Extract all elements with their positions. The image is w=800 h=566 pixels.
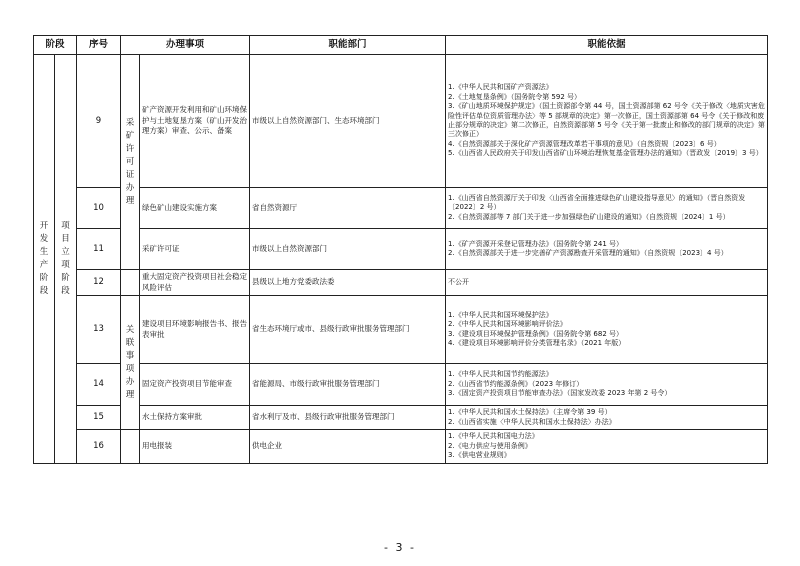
- basis-line: 2.《电力供应与使用条例》: [448, 441, 532, 450]
- table-row: [34, 430, 768, 464]
- row-number: 9: [77, 55, 121, 188]
- item-cell: 重大固定资产投资项目社会稳定风险评估: [140, 270, 250, 296]
- basis-line: 1.《中华人民共和国水土保持法》（主席令第 39 号）: [448, 408, 612, 417]
- dept-cell: 省能源局、市级行政审批服务管理部门: [250, 364, 446, 406]
- dept-cell: 省水利厅及市、县级行政审批服务管理部门: [250, 406, 446, 430]
- basis-line: 不公开: [448, 277, 470, 286]
- dept-cell: 县级以上地方党委政法委: [250, 270, 446, 296]
- basis-line: 3.《供电营业规则》: [448, 451, 511, 460]
- basis-cell: [446, 55, 768, 188]
- basis-line: 2.《自然资源部等 7 部门关于进一步加强绿色矿山建设的通知》（自然资规〔2024〕1 号）: [448, 212, 730, 221]
- table-row: [34, 296, 768, 364]
- basis-line: 1.《中华人民共和国电力法》: [448, 432, 539, 441]
- dept-cell: 市级以上自然资源部门: [250, 229, 446, 270]
- basis-line: 1.《中华人民共和国节约能源法》: [448, 370, 553, 379]
- basis-line: 2.《山西省实施〈中华人民共和国水土保持法〉办法》: [448, 417, 616, 426]
- header-basis: 职能依据: [446, 36, 768, 55]
- item-cell: 采矿许可证: [140, 229, 250, 270]
- table-row: [34, 55, 768, 188]
- stage-cell: 开发生产阶段: [34, 55, 55, 464]
- project-stage-cell: 项目立项阶段: [55, 55, 77, 464]
- header-item: 办理事项: [121, 36, 250, 55]
- group-empty-cell: [121, 270, 140, 296]
- dept-cell: 省生态环境厅或市、县级行政审批服务管理部门: [250, 296, 446, 364]
- basis-line: 4.《自然资源部关于深化矿产资源管理改革若干事项的意见》（自然资规〔2023〕6 号）: [448, 139, 721, 148]
- table-row: [34, 229, 768, 270]
- item-cell: 水土保持方案审批: [140, 406, 250, 430]
- basis-line: 3.《建设项目环境保护管理条例》（国务院令第 682 号）: [448, 329, 624, 338]
- row-number: 12: [77, 270, 121, 296]
- basis-line: 4.《建设项目环境影响评价分类管理名录》（2021 年版）: [448, 338, 626, 347]
- item-cell: 绿色矿山建设实施方案: [140, 188, 250, 229]
- table-row: [34, 188, 768, 229]
- row-number: 15: [77, 406, 121, 430]
- table-row: [34, 406, 768, 430]
- row-number: 11: [77, 229, 121, 270]
- basis-line: 2.《土地复垦条例》（国务院令第 592 号）: [448, 92, 582, 101]
- basis-cell: [446, 270, 768, 296]
- dept-cell: 市级以上自然资源部门、生态环境部门: [250, 55, 446, 188]
- item-cell: 矿产资源开发利用和矿山环境保护与土地复垦方案（矿山开发治理方案）审查、公示、备案: [140, 55, 250, 188]
- basis-cell: [446, 229, 768, 270]
- header-row: [34, 36, 768, 55]
- basis-cell: [446, 406, 768, 430]
- basis-cell: [446, 430, 768, 464]
- group-empty-cell: [121, 430, 140, 464]
- basis-cell: [446, 364, 768, 406]
- table-row: [34, 270, 768, 296]
- group-mining-permit: 采矿许可证办理: [121, 55, 140, 270]
- basis-line: 1.《中华人民共和国矿产资源法》: [448, 83, 553, 92]
- basis-line: 1.《矿产资源开采登记管理办法》（国务院令第 241 号）: [448, 239, 624, 248]
- page-number: - 3 -: [384, 541, 416, 554]
- basis-line: 5.《山西省人民政府关于印发山西省矿山环境治理恢复基金管理办法的通知》（晋政发〔2019〕3 号）: [448, 149, 763, 158]
- table-row: [34, 364, 768, 406]
- basis-cell: [446, 296, 768, 364]
- basis-line: 2.《山西省节约能源条例》（2023 年修订）: [448, 379, 584, 388]
- basis-line: 3.《固定资产投资项目节能审查办法》（国家发改委 2023 年第 2 号令）: [448, 389, 672, 398]
- dept-cell: 供电企业: [250, 430, 446, 464]
- basis-cell: [446, 188, 768, 229]
- basis-line: 1.《山西省自然资源厅关于印发〈山西省全面推进绿色矿山建设指导意见〉的通知》（晋自然资发〔2022〕2 号）: [448, 193, 746, 212]
- row-number: 16: [77, 430, 121, 464]
- basis-line: 3.《矿山地质环境保护规定》（国土资源部令第 44 号，国土资源部第 62 号令《关于修改〈地质灾害危险性评估单位资质管理办法〉等 5 部规章的决定》第一次修正，国土资源部第 64 号令《关于修改和废止部分规章的决定》第二次修正，自然资源部第 5 号令《关于第一批废止和修改的部门规章的决定》第三次修正）: [448, 102, 765, 139]
- basis-line: 1.《中华人民共和国环境保护法》: [448, 310, 553, 319]
- item-cell: 固定资产投资项目节能审查: [140, 364, 250, 406]
- basis-line: 2.《中华人民共和国环境影响评价法》: [448, 320, 567, 329]
- item-cell: 建设项目环境影响报告书、报告表审批: [140, 296, 250, 364]
- item-cell: 用电报装: [140, 430, 250, 464]
- header-stage: 阶段: [34, 36, 77, 55]
- header-dept: 职能部门: [250, 36, 446, 55]
- basis-line: 2.《自然资源部关于进一步完善矿产资源勘查开采管理的通知》（自然资规〔2023〕4 号）: [448, 249, 728, 257]
- row-number: 14: [77, 364, 121, 406]
- header-no: 序号: [77, 36, 121, 55]
- dept-cell: 省自然资源厅: [250, 188, 446, 229]
- group-related: 关联事项办理: [121, 296, 140, 430]
- row-number: 10: [77, 188, 121, 229]
- row-number: 13: [77, 296, 121, 364]
- approval-table: [33, 35, 768, 464]
